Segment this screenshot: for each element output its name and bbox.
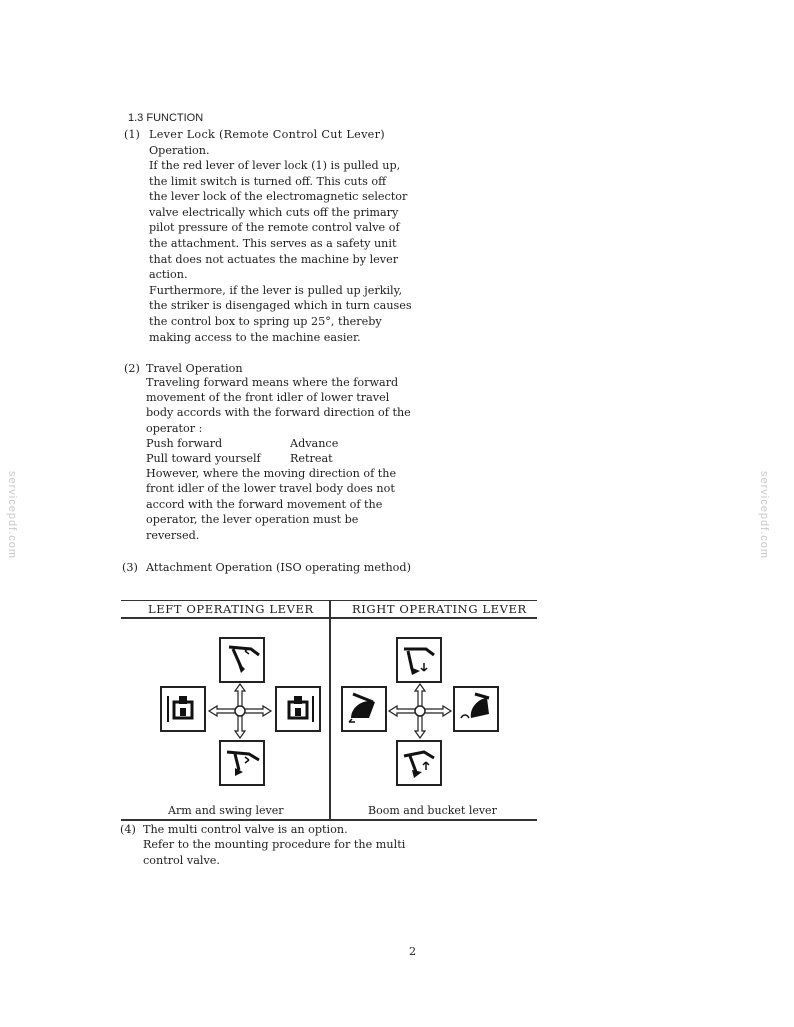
body-text-line: the attachment. This serves as a safety unit: [149, 237, 397, 250]
item-3-number: (3): [122, 561, 138, 574]
item-2-number: (2): [124, 362, 140, 375]
figure-divider: [329, 600, 331, 820]
body-text-line: body accords with the forward direction of the: [146, 406, 411, 420]
body-text-line: Furthermore, if the lever is pulled up jerkily,: [149, 283, 403, 297]
body-text-line: making access to the machine easier.: [149, 330, 361, 344]
boom-lower-icon: [396, 637, 442, 683]
body-text-line: movement of the front idler of lower travel: [146, 391, 390, 405]
travel-row-1-action: Push forward: [146, 437, 223, 450]
body-text-line: accord with the forward movement of the: [146, 497, 383, 511]
body-text-line: pilot pressure of the remote control valve of: [149, 221, 400, 235]
arm-out-icon: [219, 637, 265, 683]
body-text-line: However, where the moving direction of the: [146, 467, 397, 480]
travel-row-2-action: Pull toward yourself: [146, 452, 261, 465]
body-text-line: front idler of the lower travel body does not: [146, 482, 395, 496]
body-text-line: operator, the lever operation must be: [146, 513, 359, 527]
right-lever-caption: Boom and bucket lever: [368, 804, 497, 817]
swing-left-icon: [160, 686, 206, 732]
body-text-line: reversed.: [146, 528, 200, 542]
left-lever-direction-arrows-icon: [205, 681, 275, 741]
swing-right-icon: [275, 686, 321, 732]
watermark-left: servicepdf.com: [5, 471, 18, 559]
item-3-title: Attachment Operation (ISO operating method): [146, 561, 411, 574]
item-1-title: Lever Lock (Remote Control Cut Lever): [149, 128, 385, 141]
watermark-right: servicepdf.com: [757, 471, 770, 559]
body-text-line: the striker is disengaged which in turn causes: [149, 299, 412, 313]
item-4-title: The multi control valve is an option.: [143, 823, 348, 836]
body-text-line: control valve.: [143, 854, 220, 867]
body-text-line: valve electrically which cuts off the primary: [149, 205, 399, 219]
left-lever-caption: Arm and swing lever: [168, 804, 284, 817]
right-lever-header: RIGHT OPERATING LEVER: [352, 602, 527, 616]
item-1-number: (1): [124, 128, 140, 141]
body-text-line: Traveling forward means where the forward: [146, 376, 399, 389]
body-text-line: Refer to the mounting procedure for the multi: [143, 838, 406, 851]
item-1-title-cont: Operation.: [149, 144, 210, 157]
arm-in-icon: [219, 740, 265, 786]
bucket-dump-icon: [453, 686, 499, 732]
travel-row-1-result: Advance: [290, 437, 339, 450]
boom-raise-icon: [396, 740, 442, 786]
body-text-line: the limit switch is turned off. This cuts off: [149, 174, 387, 188]
item-4-number: (4): [120, 823, 136, 836]
body-text-line: the lever lock of the electromagnetic selector: [149, 190, 408, 204]
page-number: 2: [409, 945, 417, 958]
section-heading: 1.3 FUNCTION: [128, 112, 204, 124]
travel-row-2-result: Retreat: [290, 452, 333, 465]
left-lever-header: LEFT OPERATING LEVER: [148, 602, 314, 616]
right-lever-direction-arrows-icon: [385, 681, 455, 741]
item-2-title: Travel Operation: [146, 362, 243, 375]
body-text-line: action.: [149, 268, 188, 282]
body-text-line: that does not actuates the machine by lever: [149, 252, 399, 266]
body-text-line: operator :: [146, 421, 203, 435]
body-text-line: the control box to spring up 25°, thereby: [149, 315, 382, 328]
body-text-line: If the red lever of lever lock (1) is pulled up,: [149, 159, 401, 172]
figure-bottom-rule: [121, 819, 537, 821]
bucket-dig-icon: [341, 686, 387, 732]
